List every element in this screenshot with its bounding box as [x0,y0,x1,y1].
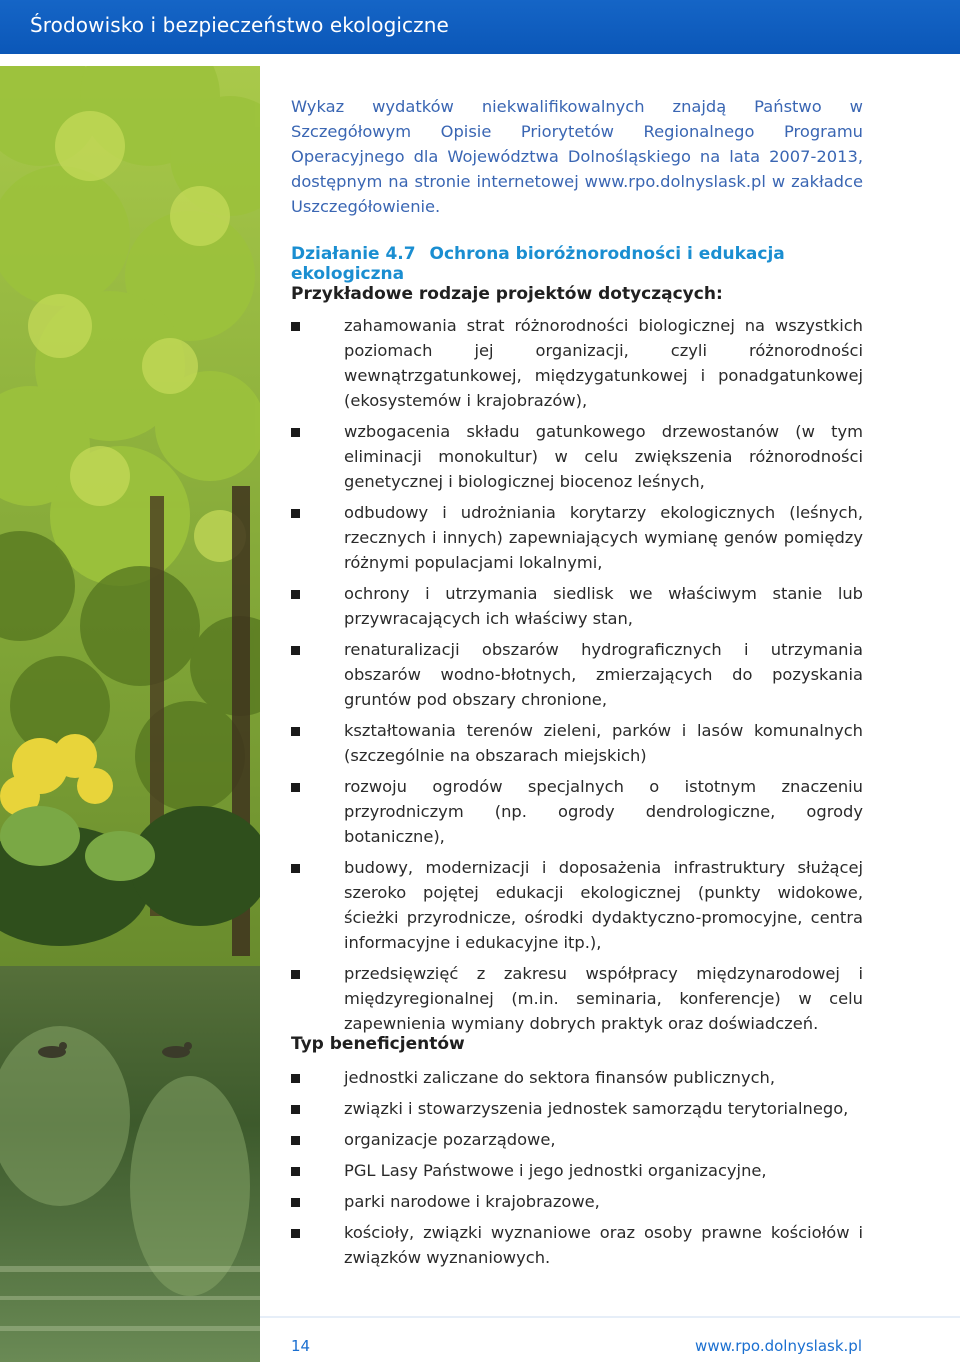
bullet-icon [291,1198,300,1207]
beneficiaries-heading: Typ beneficjentów [291,1034,465,1054]
section-name: Ochrona bioróżnorodności i edukacja ekologiczna [291,244,785,284]
list-item: organizacje pozarządowe, [291,1127,863,1152]
nature-photo [0,66,260,1362]
bullet-icon [291,1074,300,1083]
list-item: jednostki zaliczane do sektora finansów publicznych, [291,1065,863,1090]
bullet-icon [291,970,300,979]
projects-list [291,313,863,1042]
bullet-icon [291,322,300,331]
bullet-icon [291,590,300,599]
bullet-icon [291,646,300,655]
header-divider [0,54,960,58]
bullet-icon [291,864,300,873]
list-item: renaturalizacji obszarów hydrograficznych i utrzymania obszarów wodno-błotnych, zmierzających do pozyskania gruntów pod obszary chronione, [291,637,863,712]
list-item: rozwoju ogrodów specjalnych o istotnym znaczeniu przyrodniczym (np. ogrody dendrologiczne, ogrody botaniczne), [291,774,863,849]
list-item: kształtowania terenów zieleni, parków i lasów komunalnych (szczególnie na obszarach miejskich) [291,718,863,768]
list-item: kościoły, związki wyznaniowe oraz osoby prawne kościołów i związków wyznaniowych. [291,1220,863,1270]
list-item: parki narodowe i krajobrazowe, [291,1189,863,1214]
footer-divider [260,1316,960,1318]
list-item: PGL Lasy Państwowe i jego jednostki organizacyjne, [291,1158,863,1183]
bullet-icon [291,1105,300,1114]
list-item: ochrony i utrzymania siedlisk we właściwym stanie lub przywracających ich właściwy stan, [291,581,863,631]
bullet-icon [291,1229,300,1238]
projects-heading: Przykładowe rodzaje projektów dotyczących: [291,284,723,304]
list-item: budowy, modernizacji i doposażenia infrastruktury służącej szeroko pojętej edukacji ekologicznej (punkty widokowe, ścieżki przyrodnicze, ośrodki dydaktyczno-promocyjne, centra informacyjne i edukacyjne itp.), [291,855,863,955]
list-item: przedsięwzięć z zakresu współpracy międzynarodowej i międzyregionalnej (m.in. seminaria, konferencje) w celu zapewnienia wymiany dobrych praktyk oraz doświadczeń. [291,961,863,1036]
bullet-icon [291,727,300,736]
bullet-icon [291,783,300,792]
bullet-icon [291,1136,300,1145]
bullet-icon [291,1167,300,1176]
list-item: odbudowy i udrożniania korytarzy ekologicznych (leśnych, rzecznych i innych) zapewniających wymianę genów pomiędzy różnymi populacjami lokalnymi, [291,500,863,575]
list-item: wzbogacenia składu gatunkowego drzewostanów (w tym eliminacji monokultur) w celu zwiększenia różnorodności genetycznej i biologicznej biocenoz leśnych, [291,419,863,494]
page-header [0,0,960,54]
section-number: Działanie 4.7 [291,244,416,264]
section-title [291,244,891,284]
bullet-icon [291,428,300,437]
header-title: Środowisko i bezpieczeństwo ekologiczne [30,13,449,37]
beneficiaries-list [291,1065,863,1276]
list-item: zahamowania strat różnorodności biologicznej na wszystkich poziomach jej organizacji, czyli różnorodności wewnątrzgatunkowej, międzygatunkowej i ponadgatunkowej (ekosystemów i krajobrazów), [291,313,863,413]
footer-url: www.rpo.dolnyslask.pl [695,1337,862,1355]
intro-paragraph: Wykaz wydatków niekwalifikowalnych znajdą Państwo w Szczegółowym Opisie Priorytetów Regionalnego Programu Operacyjnego dla Województwa Dolnośląskiego na lata 2007-2013, dostępnym na stronie internetowej www.rpo.dolnyslask.pl w zakładce Uszczegółowienie. [291,97,863,216]
page-number: 14 [291,1337,311,1355]
bullet-icon [291,509,300,518]
list-item: związki i stowarzyszenia jednostek samorządu terytorialnego, [291,1096,863,1121]
